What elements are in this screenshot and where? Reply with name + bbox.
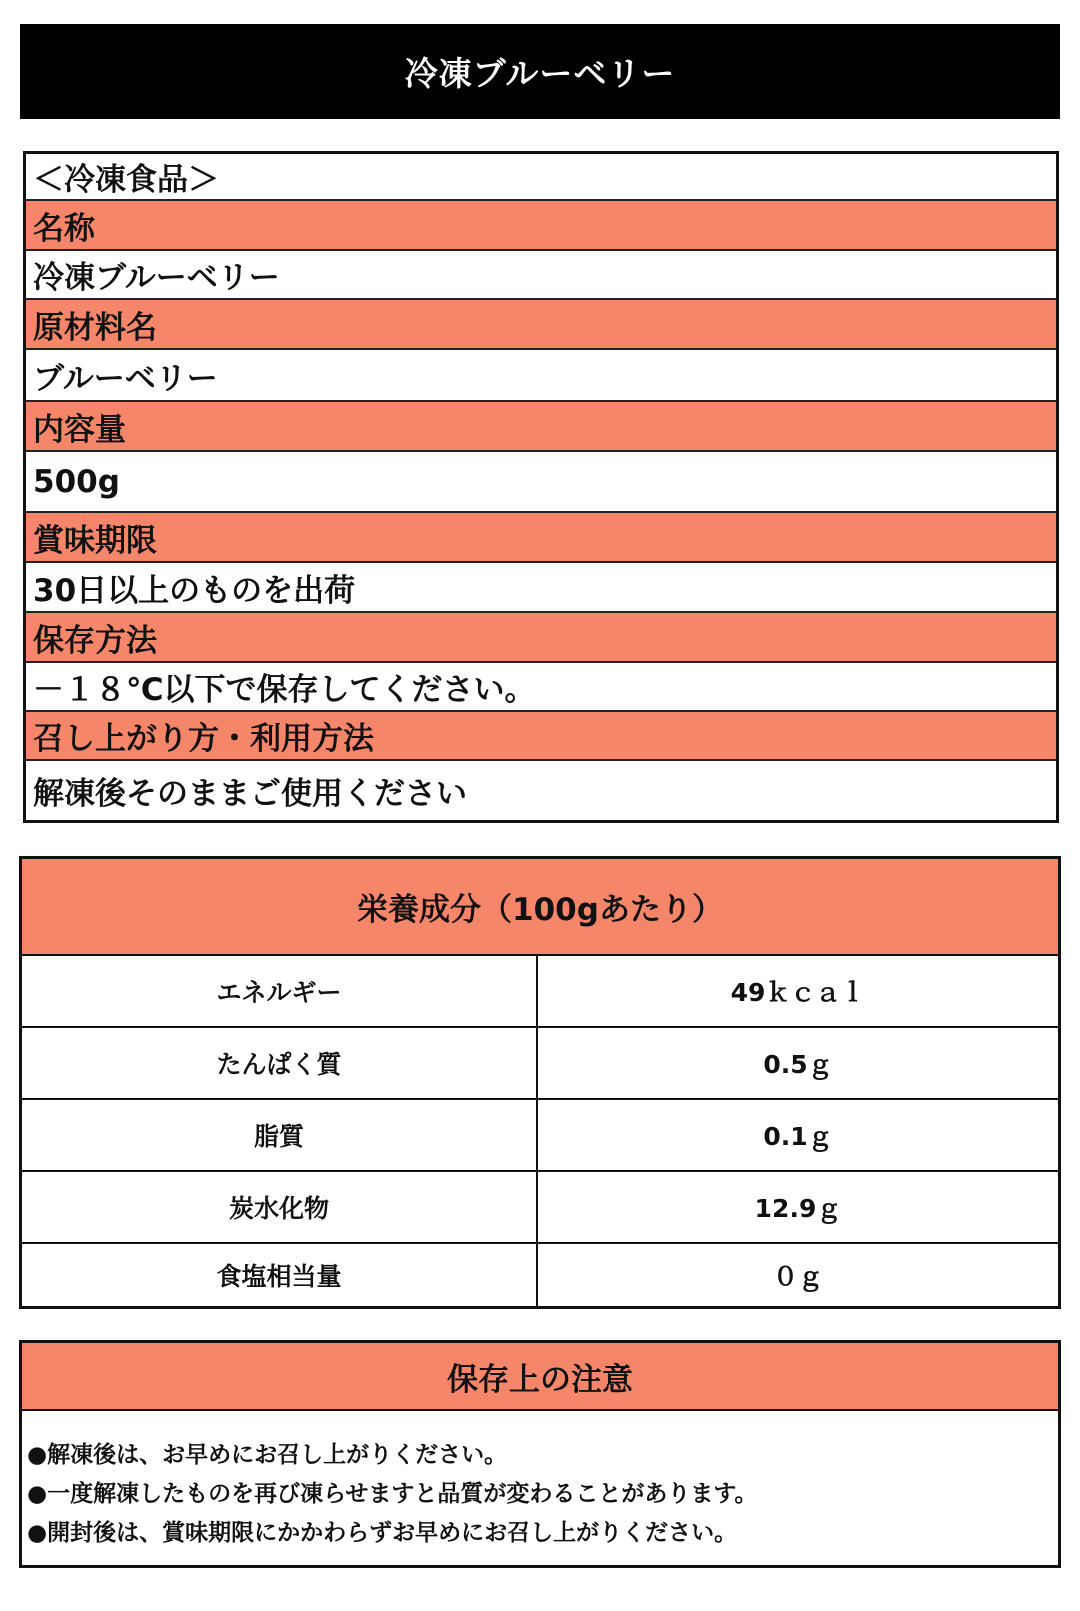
- nutrition-name: エネルギー: [22, 956, 538, 1026]
- storage-notes-title: 保存上の注意: [22, 1343, 1058, 1411]
- label-value-best-before: 30日以上のものを出荷: [26, 563, 1056, 613]
- nutrition-row-salt: [22, 1244, 1058, 1306]
- label-value-ingredients: ブルーベリー: [26, 350, 1056, 402]
- nutrition-amount: 49ｋｃａｌ: [730, 978, 866, 1007]
- label-value-usage: 解凍後そのままご使用ください: [26, 761, 1056, 820]
- nutrition-row-carbohydrate: [22, 1172, 1058, 1244]
- nutrition-row-energy: [22, 956, 1058, 1028]
- storage-notes-list: [27, 1433, 1048, 1550]
- nutrition-name: 脂質: [22, 1100, 538, 1170]
- nutrition-amount: 0.5ｇ: [763, 1050, 833, 1079]
- label-value-name: 冷凍ブルーベリー: [26, 251, 1056, 300]
- label-value-storage: －１８℃以下で保存してください。: [26, 663, 1056, 712]
- label-heading-content: 内容量: [26, 402, 1056, 452]
- nutrition-amount: ０ｇ: [772, 1262, 823, 1291]
- product-label-table: [23, 151, 1059, 823]
- label-category: ＜冷凍食品＞: [26, 154, 1056, 201]
- note-item: ●開封後は、賞味期限にかかわらずお早めにお召し上がりください。: [27, 1520, 738, 1546]
- note-item: ●一度解凍したものを再び凍らせますと品質が変わることがあります。: [27, 1481, 758, 1507]
- nutrition-name: たんぱく質: [22, 1028, 538, 1098]
- nutrition-table: [19, 856, 1061, 1309]
- note-item: ●解凍後は、お早めにお召し上がりください。: [27, 1442, 508, 1468]
- label-heading-usage: 召し上がり方・利用方法: [26, 712, 1056, 761]
- page-title: 冷凍ブルーベリー: [20, 24, 1060, 119]
- label-heading-ingredients: 原材料名: [26, 300, 1056, 350]
- label-value-content: 500g: [26, 452, 1056, 513]
- label-heading-storage: 保存方法: [26, 613, 1056, 663]
- label-heading-name: 名称: [26, 201, 1056, 251]
- nutrition-row-fat: [22, 1100, 1058, 1172]
- nutrition-amount: 12.9ｇ: [754, 1194, 842, 1223]
- nutrition-row-protein: [22, 1028, 1058, 1100]
- storage-notes: [19, 1340, 1061, 1568]
- label-heading-best-before: 賞味期限: [26, 513, 1056, 563]
- nutrition-name: 食塩相当量: [22, 1244, 538, 1306]
- nutrition-amount: 0.1ｇ: [763, 1122, 833, 1151]
- nutrition-name: 炭水化物: [22, 1172, 538, 1242]
- nutrition-title: 栄養成分（100gあたり）: [22, 859, 1058, 956]
